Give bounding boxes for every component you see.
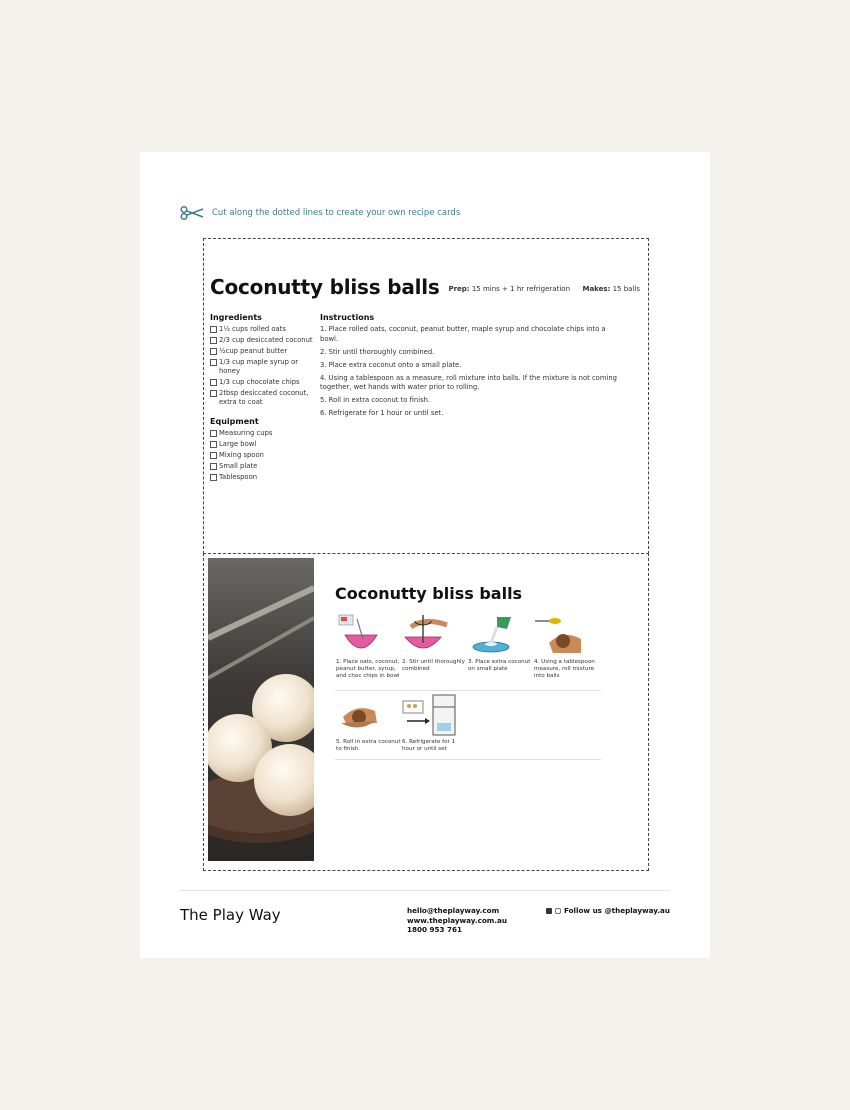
checkbox[interactable]	[210, 348, 217, 355]
equipment-item[interactable]: Tablespoon	[210, 473, 314, 482]
ingredient-item[interactable]: 1½ cups rolled oats	[210, 325, 314, 334]
instruction-step: 2. Stir until thoroughly combined.	[320, 347, 435, 356]
contact-email[interactable]: hello@theplayway.com	[407, 906, 500, 915]
instructions-list	[320, 325, 620, 419]
pour-plate-icon	[467, 613, 525, 657]
checkbox[interactable]	[210, 452, 217, 459]
contact-website[interactable]: www.theplayway.com.au	[407, 915, 507, 925]
instruction-step: 1. Place rolled oats, coconut, peanut butter, maple syrup and chocolate chips into a bowl.	[320, 325, 606, 343]
bliss-balls-photo	[208, 558, 314, 861]
recipe-title: Coconutty bliss balls	[210, 275, 440, 299]
fridge-icon	[401, 693, 459, 737]
prep-label: Prep:	[448, 285, 470, 293]
symbol-steps-row	[335, 613, 599, 680]
symbol-step: 2. Stir until thoroughly combined	[401, 613, 467, 680]
scissors-icon	[180, 206, 204, 220]
instruction-step: 5. Roll in extra coconut to finish.	[320, 396, 431, 404]
ingredients-list	[210, 325, 314, 407]
prep-value: 15 mins + 1 hr refrigeration	[471, 285, 571, 293]
makes-value: 15 balls	[612, 285, 640, 293]
equipment-item[interactable]: Mixing spoon	[210, 451, 314, 460]
instagram-icon[interactable]	[555, 908, 561, 914]
ingredient-item[interactable]: 2tbsp desiccated coconut, extra to coat	[210, 389, 314, 407]
checkbox[interactable]	[210, 337, 217, 344]
social-handle[interactable]: Follow us @theplayway.au	[564, 906, 670, 915]
contact-phone: 1800 953 761	[407, 925, 463, 934]
divider	[335, 759, 601, 760]
ingredient-item[interactable]: 1/3 cup chocolate chips	[210, 378, 314, 387]
checkbox[interactable]	[210, 474, 217, 481]
symbol-step: 4. Using a tablespoon measure, roll mixture into balls	[533, 613, 599, 680]
ingredient-item[interactable]: 1/3 cup maple syrup or honey	[210, 358, 314, 376]
symbol-step: 1. Place oats, coconut, peanut butter, syrup, and choc chips in bowl	[335, 613, 401, 680]
instructions-column	[320, 313, 620, 422]
equipment-list	[210, 429, 314, 482]
bowl-ingredients-icon	[335, 613, 393, 657]
symbol-step: 5. Roll in extra coconut to finish.	[335, 693, 401, 753]
instruction-step: 6. Refrigerate for 1 hour or until set.	[320, 409, 444, 417]
cut-instruction-text: Cut along the dotted lines to create your own recipe cards	[212, 208, 461, 218]
equipment-heading: Equipment	[210, 417, 259, 426]
instructions-heading: Instructions	[320, 313, 375, 322]
ingredients-heading: Ingredients	[210, 313, 262, 322]
equipment-item[interactable]: Large bowl	[210, 440, 314, 449]
ingredient-item[interactable]: ½cup peanut butter	[210, 347, 314, 356]
visual-recipe-title: Coconutty bliss balls	[335, 584, 523, 603]
checkbox[interactable]	[210, 430, 217, 437]
social-links	[546, 906, 670, 915]
roll-ball-icon	[335, 693, 393, 737]
spoon-roll-icon	[533, 613, 591, 657]
brand-logo: The Play Way	[180, 906, 281, 924]
cut-instruction	[180, 206, 460, 220]
makes-label: Makes:	[582, 285, 611, 293]
ingredient-item[interactable]: 2/3 cup desiccated coconut	[210, 336, 314, 345]
checkbox[interactable]	[210, 326, 217, 333]
symbol-step: 6. Refrigerate for 1 hour or until set	[401, 693, 467, 753]
facebook-icon[interactable]	[546, 908, 552, 914]
contact-info	[407, 906, 507, 935]
ingredients-column	[210, 313, 314, 484]
footer-divider	[180, 890, 670, 891]
stir-bowl-icon	[401, 613, 459, 657]
checkbox[interactable]	[210, 441, 217, 448]
equipment-item[interactable]: Small plate	[210, 462, 314, 471]
symbol-steps-row	[335, 693, 467, 753]
divider	[335, 690, 601, 691]
recipe-page	[140, 152, 710, 958]
checkbox[interactable]	[210, 359, 217, 366]
instruction-step: 3. Place extra coconut onto a small plate.	[320, 360, 462, 369]
recipe-card-text	[203, 238, 649, 554]
instruction-step: 4. Using a tablespoon as a measure, roll mixture into balls. If the mixture is not coming together, wet hands with water prior to rolling.	[320, 373, 617, 391]
checkbox[interactable]	[210, 379, 217, 386]
recipe-card-visual	[203, 553, 649, 871]
checkbox[interactable]	[210, 463, 217, 470]
recipe-meta	[448, 285, 640, 293]
symbol-step: 3. Place extra coconut on small plate	[467, 613, 533, 680]
equipment-item[interactable]: Measuring cups	[210, 429, 314, 438]
checkbox[interactable]	[210, 390, 217, 397]
